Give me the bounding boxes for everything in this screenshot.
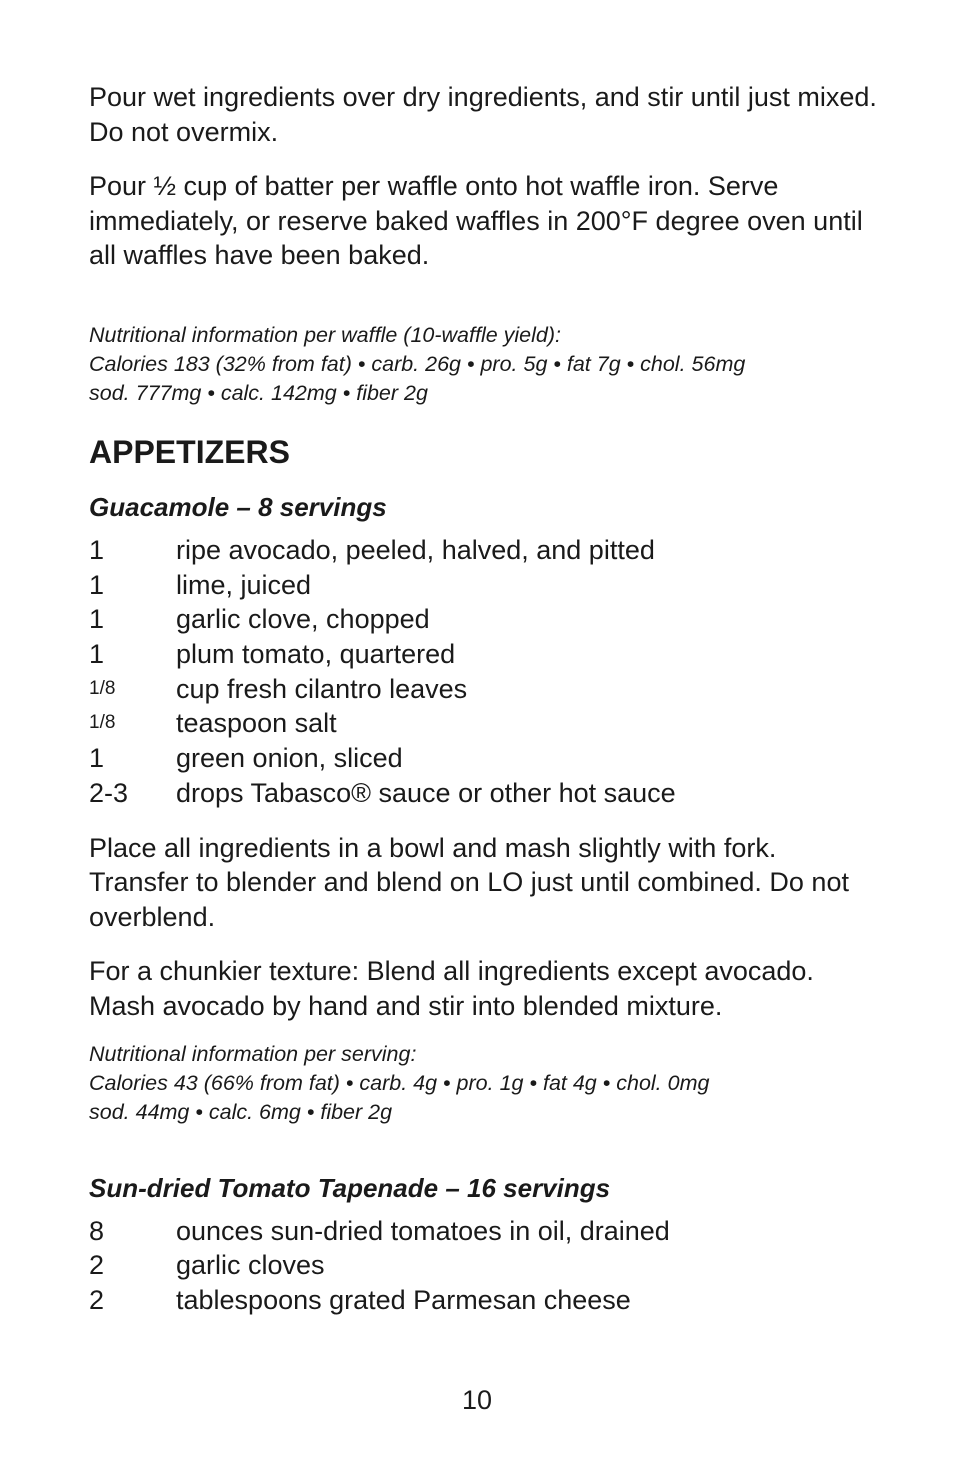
ingredient-row	[89, 672, 879, 707]
ingredient-quantity: 1	[89, 534, 105, 565]
ingredient-description: garlic clove, chopped	[176, 604, 430, 635]
ingredient-quantity: 1/8	[89, 677, 116, 699]
ingredient-row	[89, 776, 879, 811]
ingredient-description: ounces sun-dried tomatoes in oil, drained	[176, 1215, 670, 1246]
guacamole-instruction-2: For a chunkier texture: Blend all ingredients except avocado. Mash avocado by hand and stir into blended mixture.	[89, 956, 814, 1021]
ingredient-description: garlic cloves	[176, 1250, 325, 1281]
section-title: APPETIZERS	[89, 433, 290, 470]
waffle-nutrition-values-2: sod. 777mg • calc. 142mg • fiber 2g	[89, 380, 428, 405]
ingredient-description: cup fresh cilantro leaves	[176, 673, 468, 704]
ingredient-quantity: 1/8	[89, 712, 116, 734]
ingredient-description: tablespoons grated Parmesan cheese	[176, 1284, 631, 1315]
ingredient-quantity: 2	[89, 1250, 105, 1281]
ingredient-description: lime, juiced	[176, 569, 312, 600]
guacamole-title: Guacamole – 8 servings	[89, 491, 387, 522]
ingredient-row	[89, 741, 879, 776]
ingredient-row	[89, 706, 879, 741]
ingredient-quantity: 8	[89, 1215, 105, 1246]
ingredient-quantity: 2	[89, 1284, 105, 1315]
ingredient-row	[89, 568, 879, 603]
ingredient-description: drops Tabasco® sauce or other hot sauce	[176, 777, 676, 808]
tapenade-title: Sun-dried Tomato Tapenade – 16 servings	[89, 1172, 611, 1203]
guacamole-ingredient-list	[89, 533, 879, 811]
guacamole-nutrition-heading: Nutritional information per serving:	[89, 1041, 417, 1066]
ingredient-row	[89, 533, 879, 568]
ingredient-quantity: 1	[89, 569, 105, 600]
tapenade-ingredient-list	[89, 1214, 879, 1318]
waffle-instruction-2: Pour ½ cup of batter per waffle onto hot waffle iron. Serve immediately, or reserve baked waffles in 200°F degree oven until all waffles have been baked.	[89, 171, 863, 271]
ingredient-quantity: 1	[89, 639, 105, 670]
guacamole-instruction-1: Place all ingredients in a bowl and mash slightly with fork. Transfer to blender and blend on LO just until combined. Do not overblend.	[89, 832, 849, 932]
ingredient-description: green onion, sliced	[176, 743, 403, 774]
ingredient-description: teaspoon salt	[176, 708, 337, 739]
guacamole-nutrition	[89, 1040, 879, 1127]
waffle-nutrition-values-1: Calories 183 (32% from fat) • carb. 26g • pro. 5g • fat 7g • chol. 56mg	[89, 351, 746, 376]
ingredient-quantity: 1	[89, 743, 105, 774]
ingredient-quantity: 2-3	[89, 777, 129, 808]
waffle-nutrition	[89, 321, 879, 408]
ingredient-row	[89, 1283, 879, 1318]
ingredient-row	[89, 602, 879, 637]
ingredient-row	[89, 1248, 879, 1283]
ingredient-description: ripe avocado, peeled, halved, and pitted	[176, 534, 655, 565]
ingredient-row	[89, 637, 879, 672]
guacamole-nutrition-values-2: sod. 44mg • calc. 6mg • fiber 2g	[89, 1099, 393, 1124]
page-number: 10	[461, 1385, 493, 1415]
document-page	[89, 80, 879, 1318]
ingredient-row	[89, 1214, 879, 1249]
guacamole-nutrition-values-1: Calories 43 (66% from fat) • carb. 4g • pro. 1g • fat 4g • chol. 0mg	[89, 1070, 710, 1095]
waffle-instruction-1: Pour wet ingredients over dry ingredients, and stir until just mixed. Do not overmix.	[89, 82, 877, 147]
ingredient-quantity: 1	[89, 604, 105, 635]
waffle-nutrition-heading: Nutritional information per waffle (10-waffle yield):	[89, 322, 562, 347]
ingredient-description: plum tomato, quartered	[176, 639, 456, 670]
